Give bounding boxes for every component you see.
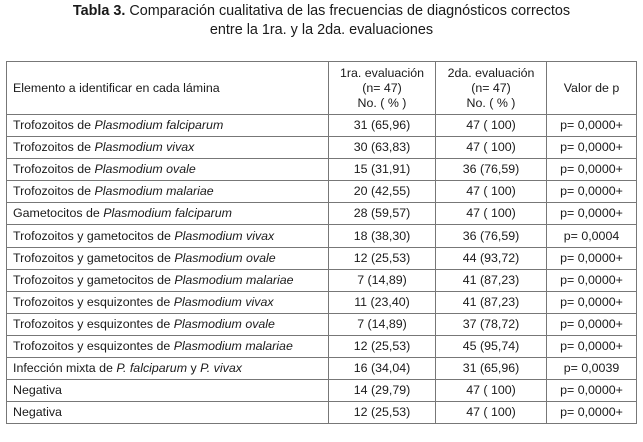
row-second-evaluation: 47 ( 100) bbox=[436, 402, 547, 424]
row-second-evaluation: 44 (93,72) bbox=[436, 247, 547, 269]
row-element-name bbox=[7, 247, 329, 269]
table-body bbox=[7, 115, 637, 424]
row-name-italic: Plasmodium vivax bbox=[94, 140, 195, 155]
row-name-italic: Plasmodium ovale bbox=[174, 250, 276, 265]
row-p-value: p= 0,0000+ bbox=[547, 291, 637, 313]
row-p-value: p= 0,0000+ bbox=[547, 137, 637, 159]
table-row bbox=[7, 358, 637, 380]
row-second-evaluation: 37 (78,72) bbox=[436, 313, 547, 335]
header-first-evaluation-title: 1ra. evaluación bbox=[339, 65, 425, 80]
row-name-prefix: Trofozoitos de bbox=[13, 184, 95, 199]
row-p-value: p= 0,0000+ bbox=[547, 335, 637, 357]
row-element-name bbox=[7, 269, 329, 291]
row-name-italic: P. falciparum bbox=[116, 361, 188, 376]
row-first-evaluation: 14 (29,79) bbox=[329, 380, 436, 402]
row-first-evaluation: 30 (63,83) bbox=[329, 137, 436, 159]
row-element-name bbox=[7, 137, 329, 159]
row-name-italic: Plasmodium ovale bbox=[94, 162, 196, 177]
row-name-prefix: Trofozoitos de bbox=[13, 140, 95, 155]
row-name-prefix: Gametocitos de bbox=[13, 206, 104, 221]
row-element-name bbox=[7, 335, 329, 357]
row-first-evaluation: 7 (14,89) bbox=[329, 269, 436, 291]
row-name-prefix: Negativa bbox=[13, 383, 62, 398]
row-name-prefix: Trofozoitos y esquizontes de bbox=[13, 338, 174, 353]
row-name-prefix: Trofozoitos de bbox=[13, 162, 95, 177]
table-row bbox=[7, 181, 637, 203]
row-name-prefix: Trofozoitos de bbox=[13, 118, 95, 133]
row-name-italic: Plasmodium vivax bbox=[174, 228, 275, 243]
row-first-evaluation: 12 (25,53) bbox=[329, 247, 436, 269]
row-p-value: p= 0,0000+ bbox=[547, 181, 637, 203]
table-row bbox=[7, 247, 637, 269]
row-first-evaluation: 7 (14,89) bbox=[329, 313, 436, 335]
row-p-value: p= 0,0000+ bbox=[547, 159, 637, 181]
row-name-prefix: Trofozoitos y gametocitos de bbox=[13, 228, 175, 243]
row-element-name bbox=[7, 291, 329, 313]
row-name-italic: Plasmodium malariae bbox=[173, 338, 293, 353]
caption-title: Comparación cualitativa de las frecuencias de diagnósticos correctos bbox=[125, 3, 571, 19]
table-row bbox=[7, 225, 637, 247]
header-second-evaluation bbox=[436, 62, 547, 115]
row-second-evaluation: 47 ( 100) bbox=[436, 137, 547, 159]
table-row bbox=[7, 335, 637, 357]
header-second-evaluation-unit: No. ( % ) bbox=[466, 95, 516, 110]
row-first-evaluation: 28 (59,57) bbox=[329, 203, 436, 225]
table-caption bbox=[0, 2, 643, 40]
row-second-evaluation: 47 ( 100) bbox=[436, 181, 547, 203]
header-p-value: Valor de p bbox=[547, 62, 637, 115]
row-name-italic: Plasmodium falciparum bbox=[103, 206, 233, 221]
table-row bbox=[7, 115, 637, 137]
caption-label: Tabla 3. bbox=[72, 3, 126, 19]
row-first-evaluation: 31 (65,96) bbox=[329, 115, 436, 137]
table-row bbox=[7, 402, 637, 424]
row-p-value: p= 0,0000+ bbox=[547, 247, 637, 269]
row-first-evaluation: 12 (25,53) bbox=[329, 335, 436, 357]
row-p-value: p= 0,0039 bbox=[547, 358, 637, 380]
row-second-evaluation: 47 ( 100) bbox=[436, 380, 547, 402]
header-second-evaluation-title: 2da. evaluación bbox=[447, 65, 535, 80]
row-second-evaluation: 47 ( 100) bbox=[436, 203, 547, 225]
row-second-evaluation: 36 (76,59) bbox=[436, 159, 547, 181]
row-second-evaluation: 36 (76,59) bbox=[436, 225, 547, 247]
row-p-value: p= 0,0000+ bbox=[547, 269, 637, 291]
table-row bbox=[7, 313, 637, 335]
table-row bbox=[7, 380, 637, 402]
row-first-evaluation: 18 (38,30) bbox=[329, 225, 436, 247]
row-p-value: p= 0,0000+ bbox=[547, 313, 637, 335]
row-p-value: p= 0,0000+ bbox=[547, 380, 637, 402]
comparison-table bbox=[6, 61, 637, 424]
row-p-value: p= 0,0000+ bbox=[547, 115, 637, 137]
row-name-prefix: Trofozoitos y esquizontes de bbox=[13, 316, 174, 331]
row-element-name bbox=[7, 225, 329, 247]
row-element-name bbox=[7, 159, 329, 181]
row-second-evaluation: 45 (95,74) bbox=[436, 335, 547, 357]
row-first-evaluation: 15 (31,91) bbox=[329, 159, 436, 181]
row-p-value: p= 0,0000+ bbox=[547, 402, 637, 424]
table-row bbox=[7, 291, 637, 313]
row-name-prefix: Trofozoitos y gametocitos de bbox=[13, 272, 175, 287]
row-name-prefix: Trofozoitos y esquizontes de bbox=[13, 294, 174, 309]
row-name-italic2: P. vivax bbox=[200, 361, 242, 376]
row-element-name bbox=[7, 402, 329, 424]
row-second-evaluation: 47 ( 100) bbox=[436, 115, 547, 137]
header-first-evaluation-n: (n= 47) bbox=[362, 80, 402, 95]
table-row bbox=[7, 137, 637, 159]
row-first-evaluation: 20 (42,55) bbox=[329, 181, 436, 203]
row-first-evaluation: 16 (34,04) bbox=[329, 358, 436, 380]
header-first-evaluation bbox=[329, 62, 436, 115]
row-name-italic: Plasmodium falciparum bbox=[94, 118, 224, 133]
row-first-evaluation: 12 (25,53) bbox=[329, 402, 436, 424]
row-element-name bbox=[7, 115, 329, 137]
row-name-italic: Plasmodium malariae bbox=[174, 272, 294, 287]
row-name-italic: Plasmodium malariae bbox=[94, 184, 214, 199]
row-p-value: p= 0,0004 bbox=[547, 225, 637, 247]
header-row bbox=[7, 62, 637, 115]
row-element-name bbox=[7, 380, 329, 402]
caption-line-1 bbox=[0, 2, 643, 21]
row-first-evaluation: 11 (23,40) bbox=[329, 291, 436, 313]
row-element-name bbox=[7, 203, 329, 225]
row-name-mid: y bbox=[187, 361, 201, 376]
row-name-prefix: Negativa bbox=[13, 405, 62, 420]
row-second-evaluation: 31 (65,96) bbox=[436, 358, 547, 380]
row-name-italic: Plasmodium vivax bbox=[173, 294, 274, 309]
row-element-name bbox=[7, 313, 329, 335]
table-row bbox=[7, 269, 637, 291]
caption-line-2: entre la 1ra. y la 2da. evaluaciones bbox=[209, 22, 434, 38]
row-p-value: p= 0,0000+ bbox=[547, 203, 637, 225]
row-second-evaluation: 41 (87,23) bbox=[436, 269, 547, 291]
table-row bbox=[7, 203, 637, 225]
row-name-prefix: Trofozoitos y gametocitos de bbox=[13, 250, 175, 265]
row-element-name bbox=[7, 181, 329, 203]
header-second-evaluation-n: (n= 47) bbox=[471, 80, 511, 95]
row-second-evaluation: 41 (87,23) bbox=[436, 291, 547, 313]
row-element-name bbox=[7, 358, 329, 380]
header-first-evaluation-unit: No. ( % ) bbox=[357, 95, 407, 110]
header-element: Elemento a identificar en cada lámina bbox=[7, 62, 329, 115]
row-name-prefix: Infección mixta de bbox=[13, 361, 117, 376]
table-row bbox=[7, 159, 637, 181]
row-name-italic: Plasmodium ovale bbox=[173, 316, 275, 331]
